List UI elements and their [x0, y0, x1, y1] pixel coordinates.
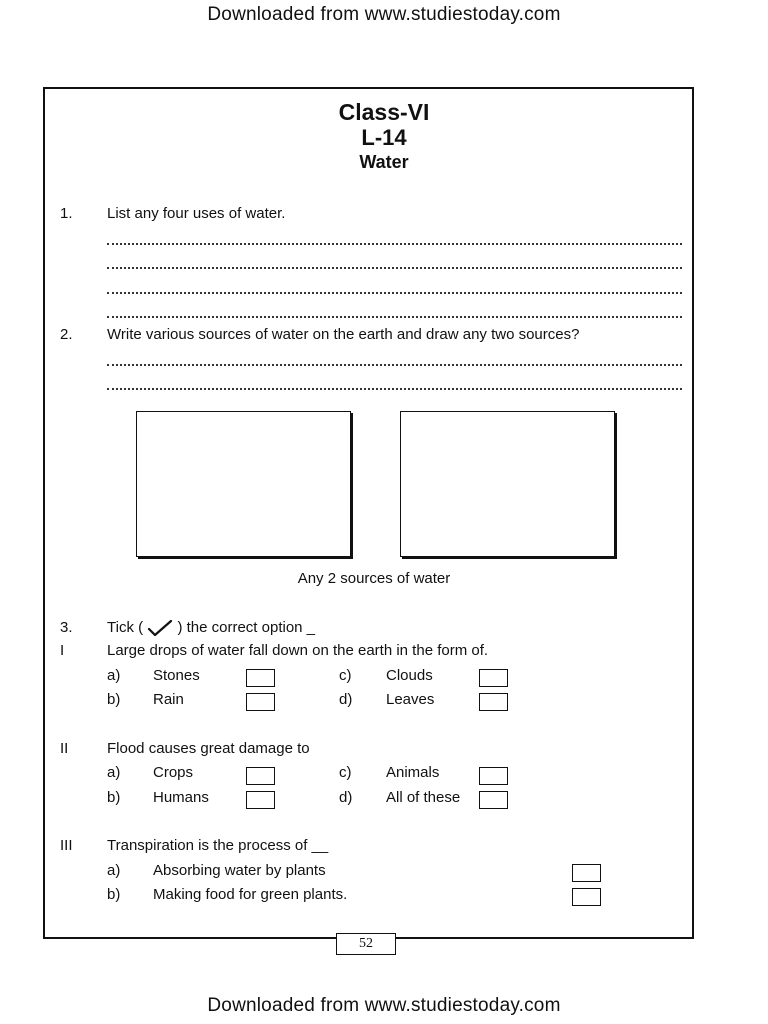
option-checkbox[interactable] — [246, 767, 275, 785]
checkmark-icon — [147, 619, 173, 637]
option-label: b) — [107, 886, 121, 903]
download-banner-bottom: Downloaded from www.studiestoday.com — [207, 995, 561, 1016]
class-title: Class-VI — [338, 99, 430, 125]
option-text: Rain — [153, 691, 184, 708]
option-checkbox[interactable] — [246, 693, 275, 711]
q3-number: 3. — [60, 619, 73, 636]
answer-line-1[interactable] — [107, 241, 682, 245]
option-text: Absorbing water by plants — [153, 862, 326, 879]
part-II-number: II — [60, 740, 69, 757]
drawing-box-2[interactable] — [400, 411, 615, 557]
option-label: c) — [339, 667, 352, 684]
answer-line-3[interactable] — [107, 290, 682, 294]
option-text: Clouds — [386, 667, 433, 684]
download-banner-top: Downloaded from www.studiestoday.com — [207, 4, 561, 25]
option-checkbox[interactable] — [572, 864, 601, 882]
q2-text: Write various sources of water on the earth and draw any two sources? — [107, 326, 580, 343]
drawing-box-1[interactable] — [136, 411, 351, 557]
option-checkbox[interactable] — [246, 669, 275, 687]
drawing-caption: Any 2 sources of water — [297, 570, 451, 587]
part-I-question: Large drops of water fall down on the earth in the form of. — [107, 642, 489, 659]
option-text: Stones — [153, 667, 200, 684]
q3-tick-prefix: Tick ( — [107, 619, 144, 636]
part-I-number: I — [60, 642, 65, 659]
option-label: d) — [339, 691, 353, 708]
option-label: b) — [107, 691, 121, 708]
option-label: a) — [107, 764, 121, 781]
option-text: All of these — [386, 789, 461, 806]
lesson-number: L-14 — [361, 125, 407, 150]
option-label: a) — [107, 667, 121, 684]
q1-number: 1. — [60, 205, 73, 222]
part-II-question: Flood causes great damage to — [107, 740, 310, 757]
option-label: d) — [339, 789, 353, 806]
option-text: Making food for green plants. — [153, 886, 348, 903]
q1-text: List any four uses of water. — [107, 205, 286, 222]
option-checkbox[interactable] — [479, 693, 508, 711]
option-label: c) — [339, 764, 352, 781]
part-III-question: Transpiration is the process of __ — [107, 837, 329, 854]
q3-tick-suffix: ) the correct option _ — [177, 619, 316, 636]
page-number: 52 — [336, 933, 396, 955]
answer-line-4[interactable] — [107, 314, 682, 318]
option-checkbox[interactable] — [572, 888, 601, 906]
answer-line-6[interactable] — [107, 386, 682, 390]
option-checkbox[interactable] — [479, 767, 508, 785]
option-text: Crops — [153, 764, 194, 781]
option-label: b) — [107, 789, 121, 806]
option-label: a) — [107, 862, 121, 879]
option-checkbox[interactable] — [246, 791, 275, 809]
lesson-topic: Water — [359, 152, 409, 172]
answer-line-5[interactable] — [107, 362, 682, 366]
option-text: Humans — [153, 789, 209, 806]
q2-number: 2. — [60, 326, 73, 343]
option-text: Leaves — [386, 691, 435, 708]
part-III-number: III — [60, 837, 73, 854]
answer-line-2[interactable] — [107, 265, 682, 269]
q3-instruction — [107, 619, 315, 637]
option-checkbox[interactable] — [479, 791, 508, 809]
option-checkbox[interactable] — [479, 669, 508, 687]
option-text: Animals — [386, 764, 440, 781]
